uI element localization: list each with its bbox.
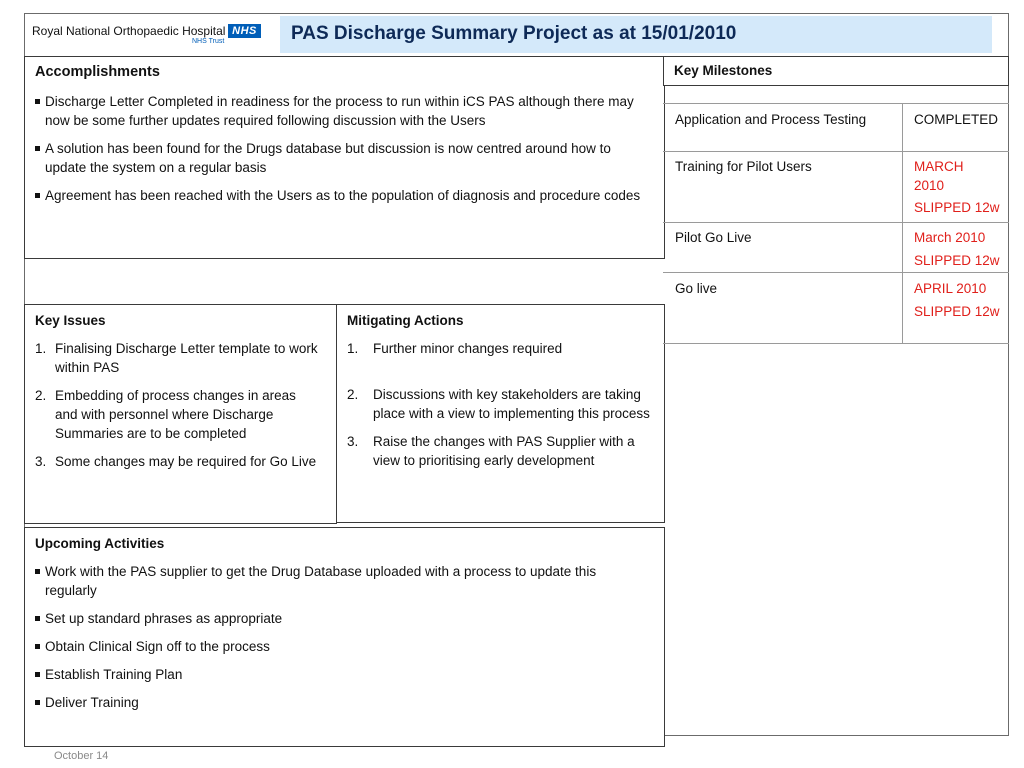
key-issues-list bbox=[35, 339, 322, 480]
list-item: Set up standard phrases as appropriate bbox=[35, 609, 650, 628]
accomplishments-list bbox=[35, 92, 650, 214]
milestone-divider bbox=[663, 103, 1009, 104]
key-milestones-title: Key Milestones bbox=[674, 63, 773, 78]
list-item: A solution has been found for the Drugs database but discussion is now centred around how to update the system on a regular basis bbox=[35, 139, 650, 177]
milestone-divider bbox=[663, 222, 1009, 223]
milestone-divider bbox=[663, 151, 1009, 152]
left-border-segment bbox=[24, 259, 25, 305]
milestone-name: Application and Process Testing bbox=[675, 112, 867, 127]
bullet-icon bbox=[35, 700, 40, 705]
upcoming-activities-panel bbox=[24, 527, 665, 747]
list-item: Discharge Letter Completed in readiness for the process to run within iCS PAS although there may now be some further updates required following discussion with the Users bbox=[35, 92, 650, 130]
milestone-column-divider bbox=[902, 103, 903, 343]
bullet-icon bbox=[35, 672, 40, 677]
bullet-icon bbox=[35, 569, 40, 574]
list-item: 2. Discussions with key stakeholders are taking place with a view to implementing this process bbox=[347, 387, 650, 421]
list-item: Establish Training Plan bbox=[35, 665, 650, 684]
key-issues-panel bbox=[24, 304, 337, 524]
bullet-icon bbox=[35, 146, 40, 151]
hospital-logo bbox=[32, 22, 262, 52]
mitigating-actions-title: Mitigating Actions bbox=[347, 313, 464, 328]
list-item: Deliver Training bbox=[35, 693, 650, 712]
footer-date: October 14 bbox=[54, 750, 109, 762]
title-bar bbox=[280, 16, 992, 53]
mitigating-actions-panel bbox=[336, 304, 665, 523]
bullet-icon bbox=[35, 616, 40, 621]
list-item: 1. Further minor changes required bbox=[347, 341, 563, 356]
list-item: Obtain Clinical Sign off to the process bbox=[35, 637, 650, 656]
list-item: 1. Finalising Discharge Letter template to work within PAS bbox=[35, 341, 318, 375]
milestone-name: Training for Pilot Users bbox=[675, 159, 812, 174]
nhs-trust-label: NHS Trust bbox=[192, 38, 225, 45]
milestone-status: APRIL 2010 SLIPPED 12w bbox=[914, 281, 1000, 319]
page-title: PAS Discharge Summary Project as at 15/01/2010 bbox=[291, 23, 737, 44]
upcoming-activities-list bbox=[35, 562, 650, 721]
org-name: Royal National Orthopaedic Hospital bbox=[32, 24, 226, 38]
accomplishments-panel bbox=[24, 56, 665, 259]
bullet-icon bbox=[35, 644, 40, 649]
accomplishments-title: Accomplishments bbox=[35, 64, 160, 80]
list-item: 3. Some changes may be required for Go Live bbox=[35, 454, 317, 469]
milestone-name: Pilot Go Live bbox=[675, 230, 752, 245]
upcoming-activities-title: Upcoming Activities bbox=[35, 536, 165, 551]
list-item: 3. Raise the changes with PAS Supplier with a view to prioritising early development bbox=[347, 434, 635, 468]
milestone-divider bbox=[663, 343, 1009, 344]
milestone-status: COMPLETED bbox=[914, 112, 999, 127]
milestone-status-note: SLIPPED 12w bbox=[914, 200, 1000, 215]
bullet-icon bbox=[35, 99, 40, 104]
list-item: 2. Embedding of process changes in areas and with personnel where Discharge Summaries are to be completed bbox=[35, 388, 296, 441]
nhs-logo-icon: NHS bbox=[228, 24, 261, 38]
list-item: Work with the PAS supplier to get the Drug Database uploaded with a process to update this regularly bbox=[35, 562, 650, 600]
key-issues-title: Key Issues bbox=[35, 313, 106, 328]
mitigating-actions-list bbox=[347, 339, 650, 470]
key-milestones-header bbox=[663, 56, 1009, 86]
bullet-icon bbox=[35, 193, 40, 198]
milestone-status: MARCH 2010 bbox=[914, 159, 964, 193]
milestone-name: Go live bbox=[675, 281, 718, 296]
list-item: Agreement has been reached with the Users as to the population of diagnosis and procedure codes bbox=[35, 186, 650, 205]
milestone-divider bbox=[663, 272, 1009, 273]
milestone-status: March 2010 SLIPPED 12w bbox=[914, 230, 1000, 268]
